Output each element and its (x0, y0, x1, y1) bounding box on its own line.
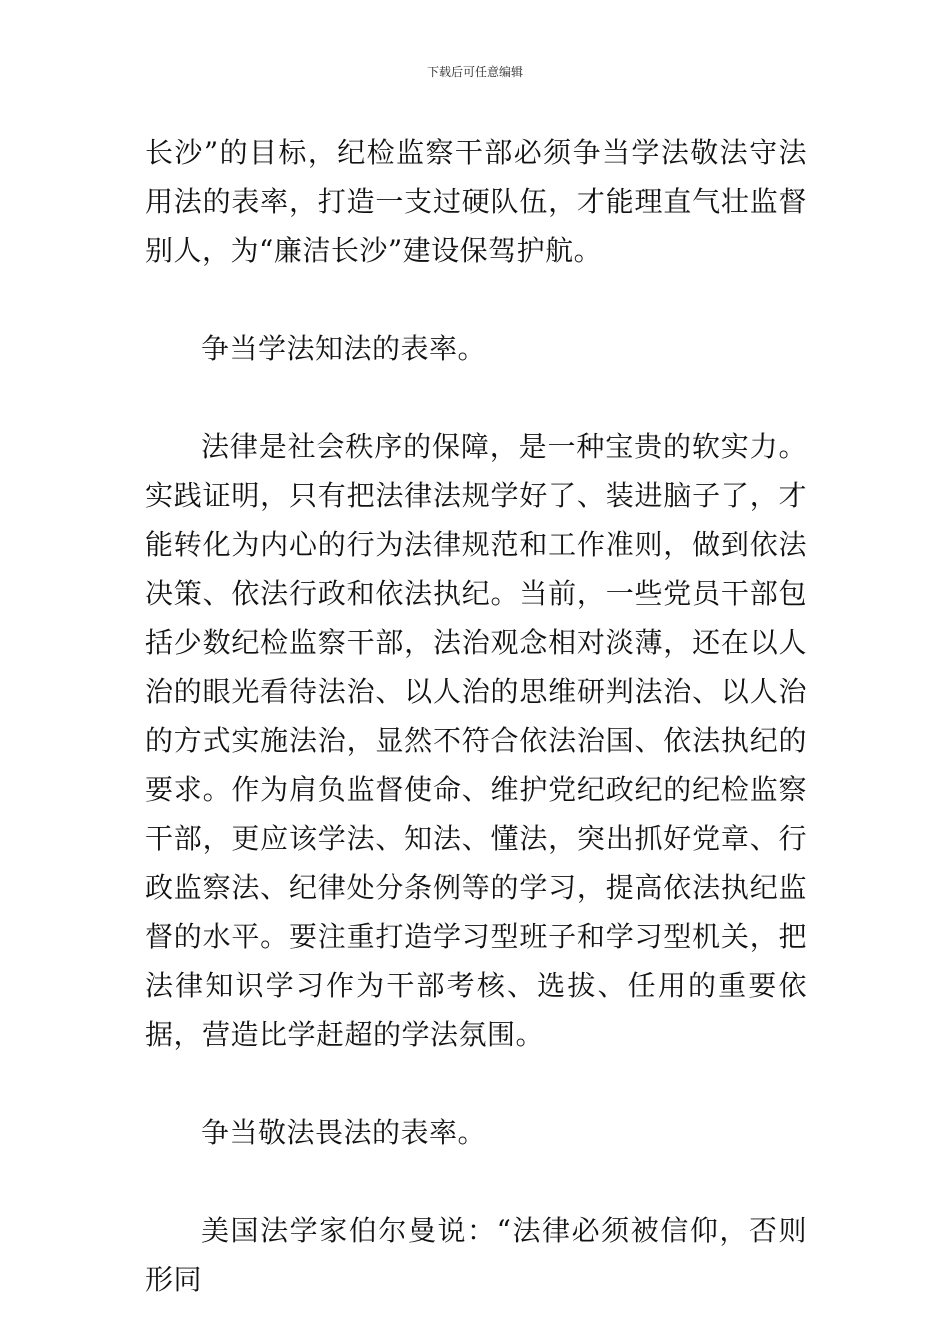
paragraph-continuation: 长沙”的目标，纪检监察干部必须争当学法敬法守法用法的表率，打造一支过硬队伍，才能理直气壮监督别人，为“廉洁长沙”建设保驾护航。 (145, 136, 807, 267)
section-heading-respect-law: 争当敬法畏法的表率。 (201, 1116, 487, 1149)
page-header-note: 下载后可任意编辑 (426, 65, 523, 79)
document-body (145, 128, 807, 1304)
section-heading-study-law: 争当学法知法的表率。 (201, 332, 487, 365)
paragraph-quote: 美国法学家伯尔曼说：“法律必须被信仰，否则形同 (145, 1214, 807, 1296)
paragraph-body: 法律是社会秩序的保障，是一种宝贵的软实力。实践证明，只有把法律法规学好了、装进脑子了，才能转化为内心的行为法律规范和工作准则，做到依法决策、依法行政和依法执纪。当前，一些党员干部包括少数纪检监察干部，法治观念相对淡薄，还在以人治的眼光看待法治、以人治的思维研判法治、以人治的方式实施法治，显然不符合依法治国、依法执纪的要求。作为肩负监督使命、维护党纪政纪的纪检监察干部，更应该学法、知法、懂法，突出抓好党章、行政监察法、纪律处分条例等的学习，提高依法执纪监督的水平。要注重打造学习型班子和学习型机关，把法律知识学习作为干部考核、选拔、任用的重要依据，营造比学赶超的学法氛围。 (145, 430, 807, 1051)
